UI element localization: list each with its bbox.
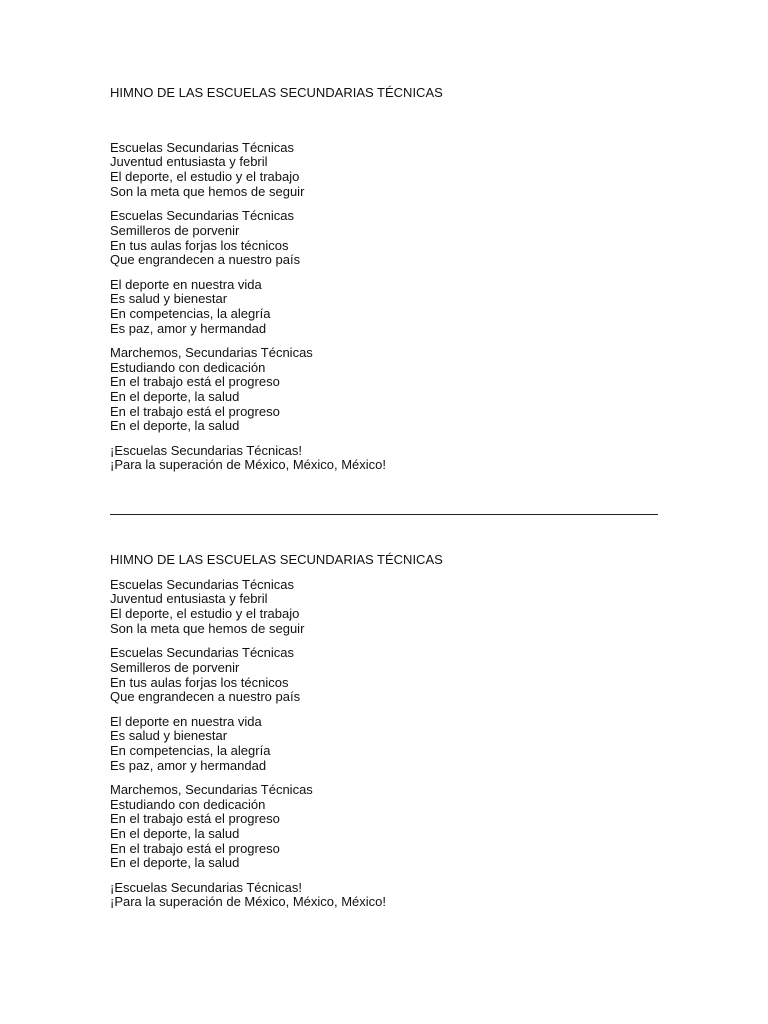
- lyric-line: ¡Para la superación de México, México, México!: [110, 457, 387, 473]
- hymn-copy-2: [110, 553, 658, 920]
- lyric-line: Escuelas Secundarias Técnicas: [110, 208, 295, 224]
- lyric-line: Juventud entusiasta y febril: [110, 154, 268, 170]
- lyric-line: Escuelas Secundarias Técnicas: [110, 576, 295, 592]
- lyric-line: Son la meta que hemos de seguir: [110, 183, 305, 199]
- lyric-line: En tus aulas forjas los técnicos: [110, 237, 289, 253]
- lyric-line: El deporte, el estudio y el trabajo: [110, 606, 300, 622]
- lyric-line: Escuelas Secundarias Técnicas: [110, 139, 295, 155]
- lyric-line: ¡Escuelas Secundarias Técnicas!: [110, 442, 302, 458]
- lyric-line: En competencias, la alegría: [110, 305, 271, 321]
- lyric-line: Estudiando con dedicación: [110, 796, 266, 812]
- lyric-line: En el deporte, la salud: [110, 826, 240, 842]
- section-divider: [110, 514, 658, 515]
- lyric-line: ¡Escuelas Secundarias Técnicas!: [110, 879, 302, 895]
- lyric-line: Es salud y bienestar: [110, 728, 228, 744]
- stanza-5: [110, 444, 658, 473]
- lyric-line: Son la meta que hemos de seguir: [110, 620, 305, 636]
- lyric-line: Es paz, amor y hermandad: [110, 757, 267, 773]
- stanza-3: [110, 715, 658, 774]
- lyric-line: Semilleros de porvenir: [110, 659, 240, 675]
- lyric-line: ¡Para la superación de México, México, México!: [110, 894, 387, 910]
- hymn-copy-1: [110, 86, 658, 483]
- lyric-line: En el deporte, la salud: [110, 855, 240, 871]
- lyric-line: En tus aulas forjas los técnicos: [110, 674, 289, 690]
- lyric-line: En el trabajo está el progreso: [110, 374, 280, 390]
- lyric-line: Es salud y bienestar: [110, 291, 228, 307]
- lyric-line: Estudiando con dedicación: [110, 359, 266, 375]
- lyric-line: Que engrandecen a nuestro país: [110, 689, 301, 705]
- stanza-1: [110, 141, 658, 200]
- hymn-title: HIMNO DE LAS ESCUELAS SECUNDARIAS TÉCNICAS: [110, 552, 443, 567]
- stanza-4: [110, 346, 658, 434]
- lyric-line: El deporte en nuestra vida: [110, 713, 262, 729]
- lyric-line: El deporte en nuestra vida: [110, 276, 262, 292]
- stanza-4: [110, 783, 658, 871]
- lyric-line: Semilleros de porvenir: [110, 222, 240, 238]
- stanza-1: [110, 578, 658, 637]
- lyric-line: Marchemos, Secundarias Técnicas: [110, 344, 313, 360]
- lyric-line: En el trabajo está el progreso: [110, 811, 280, 827]
- lyric-line: En el deporte, la salud: [110, 418, 240, 434]
- lyric-line: Que engrandecen a nuestro país: [110, 252, 301, 268]
- stanza-3: [110, 278, 658, 337]
- lyric-line: En el deporte, la salud: [110, 389, 240, 405]
- lyric-line: En competencias, la alegría: [110, 742, 271, 758]
- lyric-line: Es paz, amor y hermandad: [110, 320, 267, 336]
- lyric-line: En el trabajo está el progreso: [110, 840, 280, 856]
- lyric-line: El deporte, el estudio y el trabajo: [110, 169, 300, 185]
- lyric-line: Juventud entusiasta y febril: [110, 591, 268, 607]
- stanza-2: [110, 646, 658, 705]
- lyric-line: En el trabajo está el progreso: [110, 403, 280, 419]
- hymn-title: HIMNO DE LAS ESCUELAS SECUNDARIAS TÉCNICAS: [110, 85, 443, 100]
- lyric-line: Escuelas Secundarias Técnicas: [110, 645, 295, 661]
- stanza-5: [110, 881, 658, 910]
- lyric-line: Marchemos, Secundarias Técnicas: [110, 781, 313, 797]
- stanza-2: [110, 209, 658, 268]
